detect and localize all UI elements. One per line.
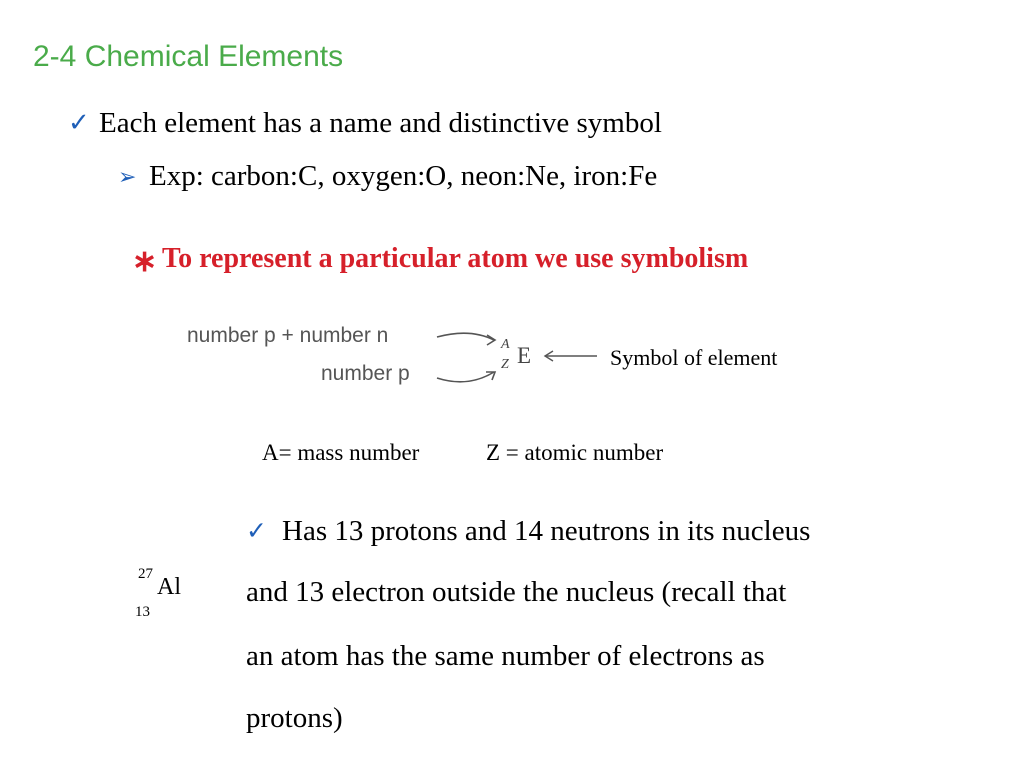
- mass-arrow: [437, 333, 494, 340]
- highlight-statement: To represent a particular atom we use symbolism: [162, 243, 749, 274]
- slide-title: 2-4 Chemical Elements: [33, 40, 344, 73]
- element-symbol-e: E: [517, 343, 532, 368]
- mass-number-definition: A= mass number: [262, 440, 420, 465]
- aluminum-description-line: an atom has the same number of electrons as: [246, 640, 765, 672]
- asterisk-icon: ∗: [132, 245, 158, 278]
- aluminum-description-line: Has 13 protons and 14 neutrons in its nucleus: [282, 515, 811, 547]
- symbol-of-element-label: Symbol of element: [610, 345, 778, 370]
- aluminum-mass-number: 27: [138, 566, 153, 582]
- atomic-number-label: number p: [321, 362, 410, 385]
- bullet-element-symbol: Each element has a name and distinctive symbol: [99, 107, 662, 139]
- aluminum-symbol: Al: [157, 574, 181, 600]
- arrow-bullet-icon: ➢: [118, 164, 137, 189]
- checkmark-icon: ✓: [68, 108, 90, 137]
- aluminum-description-line: protons): [246, 702, 343, 734]
- aluminum-atomic-number: 13: [135, 604, 150, 620]
- symbol-superscript-a: A: [501, 337, 510, 352]
- checkmark-icon: ✓: [246, 518, 267, 545]
- aluminum-description-line: and 13 electron outside the nucleus (recall that: [246, 576, 787, 608]
- mass-number-label: number p + number n: [187, 324, 389, 347]
- bullet-examples: Exp: carbon:C, oxygen:O, neon:Ne, iron:Fe: [149, 160, 658, 192]
- atomic-number-definition: Z = atomic number: [486, 440, 664, 465]
- atomic-arrow: [437, 372, 494, 382]
- symbol-subscript-z: Z: [501, 357, 509, 372]
- mass-arrowhead: [487, 335, 495, 345]
